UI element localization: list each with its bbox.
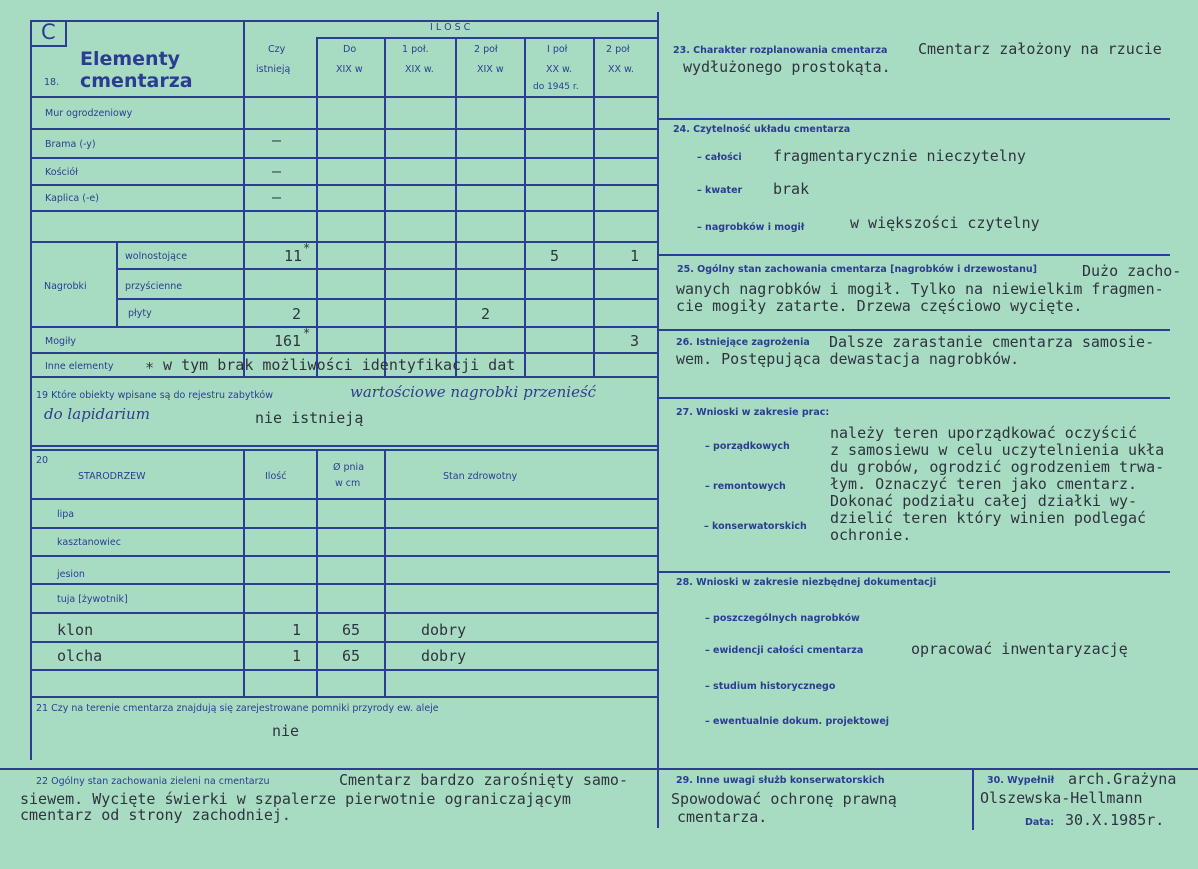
row-mogily: Mogiły [45, 336, 77, 347]
col-istnieja: istnieją [256, 64, 291, 75]
section-18-number: 18. [44, 77, 60, 88]
sec28-ewidencji: – ewidencji całości cmentarza [705, 645, 864, 656]
row-brama: Brama (-y) [45, 139, 96, 150]
tree-row-name: kasztanowiec [57, 537, 121, 548]
row-wolnostojace: wolnostojące [125, 251, 188, 262]
grid-h8 [116, 298, 658, 300]
tree-row-ilosc: 1 [292, 621, 302, 639]
inne-elements-value: ∗ w tym brak możliwości identyfikacji dat [145, 356, 516, 374]
sec19-label: 19 Które obiekty wpisane są do rejestru zabytków [36, 390, 273, 401]
sec27-line: z samosiewu w celu uczytelnienia ukła [830, 441, 1165, 459]
col5-label-b: XX w. [608, 64, 634, 75]
right-h5 [657, 571, 1170, 573]
sec28-ewidencji-value: opracować inwentaryzację [911, 640, 1128, 658]
row-inne: Inne elementy [45, 361, 114, 372]
col4-label-b: XX w. [546, 64, 572, 75]
tree-row-pien: 65 [342, 621, 361, 639]
sec22-line3: cmentarz od strony zachodniej. [20, 806, 291, 824]
sec19-typed: nie istnieją [255, 409, 364, 427]
sec26-line2: wem. Postępująca dewastacja nagrobków. [676, 350, 1020, 368]
sec28-ewentualnie: – ewentualnie dokum. projektowej [705, 716, 890, 727]
sec23-line1: Cmentarz założony na rzucie [918, 40, 1162, 58]
sec24-label: 24. Czytelność układu cmentarza [673, 124, 851, 135]
row-przyscienne: przyścienne [125, 281, 183, 292]
grid-h1 [30, 96, 658, 98]
elements-title-line2: cmentarza [80, 70, 193, 92]
col3-label-a: 2 poł [474, 44, 498, 55]
sec27-porzadkowych: – porządkowych [705, 441, 790, 452]
tree-h0 [30, 449, 658, 451]
sec27-label: 27. Wnioski w zakresie prac: [676, 407, 830, 418]
sec30-data-label: Data: [1025, 817, 1055, 828]
grid-h2 [30, 128, 658, 130]
wolno-col4-value: 5 [550, 247, 560, 265]
sec26-label: 26. Istniejące zagrożenia [676, 337, 810, 348]
wolno-asterisk: * [303, 241, 311, 255]
tree-h2 [30, 527, 658, 529]
sec25-line1: Dużo zacho- [1082, 262, 1182, 280]
mogily-col5-value: 3 [630, 332, 640, 350]
right-h2 [657, 254, 1170, 256]
sec21-typed: nie [272, 722, 300, 740]
grid-h4 [30, 184, 658, 186]
grid-v-nagrobki [116, 241, 118, 326]
tree-h4 [30, 583, 658, 585]
grid-h12 [30, 445, 658, 447]
mogily-asterisk: * [303, 326, 311, 340]
row-kaplica: Kaplica (-e) [45, 193, 99, 204]
sec26-line1: Dalsze zarastanie cmentarza samosie- [829, 333, 1155, 351]
plyty-col3-value: 2 [481, 305, 491, 323]
sec30-date: 30.X.1985r. [1065, 811, 1165, 829]
tree-row-name: lipa [57, 509, 75, 520]
page-center-divider [657, 12, 659, 828]
row-plyty: płyty [128, 308, 152, 319]
col1-label-b: XIX w [336, 64, 363, 75]
right-h4 [657, 397, 1170, 399]
col2-label-b: XIX w. [405, 64, 434, 75]
tree-h8 [30, 696, 658, 698]
tree-h3 [30, 555, 658, 557]
col4-label-c: do 1945 r. [533, 82, 579, 92]
plyty-czy-value: 2 [292, 305, 302, 323]
row-mur: Mur ogrodzeniowy [45, 108, 133, 119]
wolno-col5-value: 1 [630, 247, 640, 265]
tree-row-stan: dobry [421, 647, 467, 665]
right-h1 [657, 118, 1170, 120]
sec20-col-pien2: w cm [335, 478, 361, 489]
tree-v1 [243, 449, 245, 698]
grid-h6 [30, 241, 658, 243]
col2-label-a: 1 poł. [402, 44, 429, 55]
sec19-handwritten-line1: wartościowe nagrobki przenieść [350, 383, 597, 401]
sec24-calosci: – całości [697, 152, 742, 163]
right-bottom-v [972, 768, 974, 830]
tree-h7 [30, 669, 658, 671]
sec27-line: łym. Oznaczyć teren jako cmentarz. [830, 475, 1138, 493]
sec27-line: dzielić teren który winien podlegać [830, 509, 1147, 527]
tree-h6 [30, 641, 658, 643]
col-czy: Czy [268, 44, 286, 55]
tree-h1 [30, 498, 658, 500]
row-kosciol: Kościół [45, 167, 78, 178]
tree-v2 [316, 449, 318, 698]
brama-value: – [272, 131, 282, 149]
sec29-line1: Spowodować ochronę prawną [671, 790, 897, 808]
col5-label-a: 2 poł [606, 44, 630, 55]
tree-row-name: jesion [57, 569, 85, 580]
sec30-name2: Olszewska-Hellmann [980, 789, 1143, 807]
col3-label-b: XIX w [477, 64, 504, 75]
sec25-line2: wanych nagrobków i mogił. Tylko na niewielkim fragmen- [676, 280, 1164, 298]
wolno-czy-value: 11 [284, 247, 303, 265]
sec24-kwater: – kwater [697, 185, 743, 196]
sec24-nagrobkow: – nagrobków i mogił [697, 222, 805, 233]
sec21-label: 21 Czy na terenie cmentarza znajdują się zarejestrowane pomniki przyrody ew. aleje [36, 703, 439, 714]
grid-h11 [30, 376, 658, 378]
kosciol-value: – [272, 162, 282, 180]
grid-v1 [243, 20, 245, 376]
tree-h5 [30, 612, 658, 614]
ilosc-heading: I L O Ś C [430, 22, 471, 33]
sec19-handwritten-line2: do lapidarium [44, 405, 150, 423]
sec27-line: Dokonać podziału całej działki wy- [830, 492, 1138, 510]
ilosc-underline [316, 37, 658, 39]
sec20-col-ilosc: Ilość [265, 471, 287, 482]
sec27-remontowych: – remontowych [705, 481, 786, 492]
corner-letter: C [41, 20, 56, 44]
grid-h7 [116, 268, 658, 270]
tree-row-stan: dobry [421, 621, 467, 639]
tree-row-name: klon [57, 621, 94, 639]
tree-v3 [384, 449, 386, 698]
col4-label-a: I poł [547, 44, 568, 55]
sec22-line1: Cmentarz bardzo zarośnięty samo- [339, 771, 628, 789]
sec24-calosci-value: fragmentarycznie nieczytelny [773, 147, 1026, 165]
sec27-line: należy teren uporządkować oczyścić [830, 424, 1138, 442]
sec20-col-name: STARODRZEW [78, 471, 146, 482]
sec28-poszczegolnych: – poszczególnych nagrobków [705, 613, 860, 624]
sec20-number: 20 [36, 455, 49, 466]
sec30-name1: arch.Grażyna [1068, 770, 1177, 788]
sec22-line2: siewem. Wycięte świerki w szpalerze pierwotnie ograniczającym [20, 790, 571, 808]
sec22-label: 22 Ogólny stan zachowania zieleni na cmentarzu [36, 776, 270, 787]
sec25-line3: cie mogiły zatarte. Drzewa częściowo wycięte. [676, 297, 1083, 315]
sec20-col-pien1: Ø pnia [333, 462, 365, 473]
sec23-line2: wydłużonego prostokąta. [683, 58, 891, 76]
elements-title-line1: Elementy [80, 48, 181, 70]
left-top-border [30, 20, 658, 22]
sec30-label: 30. Wypełnił [987, 775, 1055, 786]
sec29-label: 29. Inne uwagi służb konserwatorskich [676, 775, 885, 786]
grid-h5 [30, 210, 658, 212]
grid-h10 [30, 352, 658, 354]
bottom-divider [0, 768, 1198, 770]
tree-row-ilosc: 1 [292, 647, 302, 665]
sec27-konserwatorskich: – konserwatorskich [704, 521, 807, 532]
sec29-line2: cmentarza. [677, 808, 768, 826]
mogily-czy-value: 161 [274, 332, 302, 350]
sec28-label: 28. Wnioski w zakresie niezbędnej dokumentacji [676, 577, 937, 588]
sec25-label: 25. Ogólny stan zachowania cmentarza [nagrobków i drzewostanu] [677, 264, 1037, 275]
corner-box-bottom [30, 45, 66, 47]
grid-h9 [30, 326, 658, 328]
kaplica-value: – [272, 188, 282, 206]
tree-row-name: olcha [57, 647, 103, 665]
tree-row-name: tuja [żywotnik] [57, 594, 128, 605]
right-h3 [657, 329, 1170, 331]
sec23-label: 23. Charakter rozplanowania cmentarza [673, 45, 888, 56]
sec24-kwater-value: brak [773, 180, 810, 198]
sec27-line: du grobów, ogrodzić ogrodzeniem trwa- [830, 458, 1165, 476]
sec28-studium: – studium historycznego [705, 681, 836, 692]
sec27-line: ochronie. [830, 526, 912, 544]
sec24-nagrobkow-value: w większości czytelny [850, 214, 1040, 232]
grid-h3 [30, 157, 658, 159]
tree-row-pien: 65 [342, 647, 361, 665]
sec20-col-stan: Stan zdrowotny [443, 471, 518, 482]
col1-label-a: Do [343, 44, 357, 55]
left-border [30, 20, 32, 760]
corner-box-right [65, 20, 67, 47]
row-nagrobki: Nagrobki [44, 281, 87, 292]
